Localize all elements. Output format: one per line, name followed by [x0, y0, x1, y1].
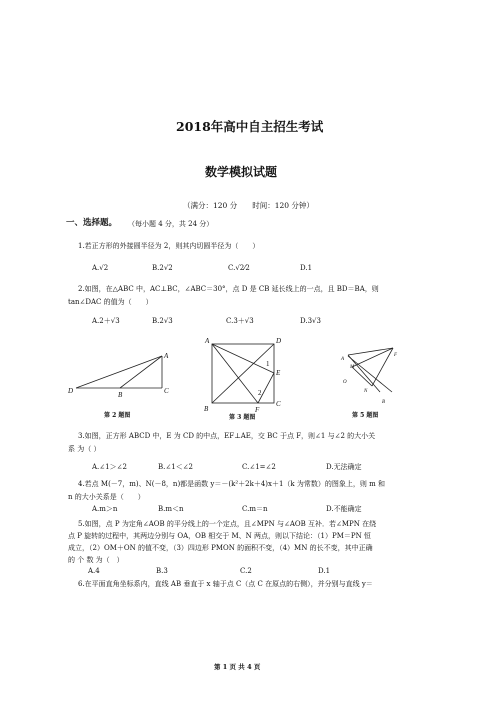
q1-option-a: A.√2: [92, 264, 109, 272]
fig3-label-1: 1: [266, 360, 270, 368]
page-subtitle: 数学模拟试题: [205, 165, 278, 179]
q3-option-c: C.∠1=∠2: [242, 463, 276, 471]
q4-stem: 4.若点 M(－7，m)、N(－8，n)都是函数 y＝－(k²＋2k＋4)x＋1（k 为常数）的图象上，则 m 和: [78, 480, 385, 488]
page-footer: 第 1 页 共 4 页: [214, 663, 261, 671]
fig2-label-b: B: [118, 391, 123, 399]
q4-option-d: D.不能确定: [326, 505, 362, 513]
q2-stem-line2: tan∠DAC 的值为（ ）: [68, 298, 153, 306]
fig5-label-b: B: [382, 400, 386, 405]
q5-stem-line2: 点 P 旋转的过程中，其两边分别与 OA，OB 相交于 M、N 两点，则以下结论：（1）PM＝PN 恒: [68, 532, 371, 540]
q3-stem-line2: 系 为（ ）: [68, 445, 101, 453]
section1-heading: 一、选择题。: [66, 218, 118, 228]
fig3-label-c: C: [276, 400, 281, 408]
q5-option-a: A.4: [88, 567, 100, 575]
fig5-label-o: O: [343, 380, 347, 385]
q2-option-d: D.3√3: [300, 317, 321, 325]
fig5-line-np: [372, 348, 393, 386]
q3-option-a: A.∠1＞∠2: [92, 463, 127, 471]
fig5-label-m: M: [350, 365, 355, 370]
fig3-label-2: 2: [258, 389, 262, 397]
q2-option-c: C.3＋√3: [226, 317, 254, 325]
q6-stem: 6.在平面直角坐标系内，直线 AB 垂直于 x 轴于点 C（点 C 在原点的右侧），并分别与直线 y＝: [78, 580, 373, 588]
q1-option-d: D.1: [300, 264, 313, 272]
exam-info: （满分：120 分 时间：120 分钟）: [183, 201, 314, 210]
q5-stem-line4: 的 个 数 为（ ）: [68, 556, 124, 564]
q5-option-d: D.1: [318, 567, 331, 575]
q5-stem: 5.如图，点 P 为定角∠AOB 的平分线上的一个定点，且∠MPN 与∠AOB 互补．若∠MPN 在绕: [78, 520, 377, 528]
fig3-label-f: F: [255, 406, 260, 414]
q1-stem: 1.若正方形的外接圆半径为 2，则其内切圆半径为（ ）: [78, 242, 260, 250]
fig5-caption: 第 5 题图: [352, 412, 379, 419]
fig3-label-d: D: [276, 337, 282, 345]
fig5-label-a: A: [341, 357, 345, 362]
fig5-line-mn: [352, 367, 372, 386]
q4-option-a: A.m＞n: [92, 505, 118, 513]
fig2-label-d: D: [68, 387, 74, 395]
q3-option-b: B.∠1＜∠2: [158, 463, 194, 471]
q3-option-d: D.无法确定: [326, 463, 362, 471]
fig5-label-f: F: [394, 353, 398, 358]
fig2-label-c: C: [164, 387, 169, 395]
fig3-label-a: A: [205, 337, 210, 345]
q1-option-b: B.2√2: [152, 264, 173, 272]
fig3-caption: 第 3 题图: [229, 414, 256, 421]
page-title: 2018年高中自主招生考试: [176, 119, 324, 134]
q4-option-c: C.m＝n: [242, 505, 268, 513]
fig5-ray-oa: [348, 355, 380, 392]
fig3-label-e: E: [276, 369, 281, 377]
fig2-label-a: A: [164, 352, 169, 360]
q2-stem: 2.如图，在△ABC 中，AC⊥BC，∠ABC＝30°，点 D 是 CB 延长线上的一点，且 BD＝BA，则: [78, 285, 379, 293]
fig3-label-b: B: [204, 405, 209, 413]
q5-option-c: C.2: [240, 567, 252, 575]
fig2-caption: 第 2 题图: [104, 412, 131, 419]
q2-option-b: B.2√3: [152, 317, 173, 325]
q1-option-c: C.√2⁄2: [228, 264, 250, 272]
q4-option-b: B.m＜n: [158, 505, 184, 513]
q2-option-a: A.2＋√3: [92, 317, 120, 325]
fig5-label-n: N: [364, 389, 368, 394]
q4-stem-line2: n 的大小关系是（ ）: [68, 493, 145, 501]
q5-option-b: B.3: [156, 567, 168, 575]
q5-stem-line3: 成立，（2）OM＋ON 的值不变，（3）四边形 PMON 的面积不变，（4）MN 的长不变，其中正确: [68, 544, 373, 552]
section1-note: （每小题 4 分，共 24 分）: [128, 220, 214, 228]
q3-stem: 3.如图，正方形 ABCD 中，E 为 CD 的中点，EF⊥AE，交 BC 于点 F，则∠1 与∠2 的大小关: [78, 432, 376, 440]
